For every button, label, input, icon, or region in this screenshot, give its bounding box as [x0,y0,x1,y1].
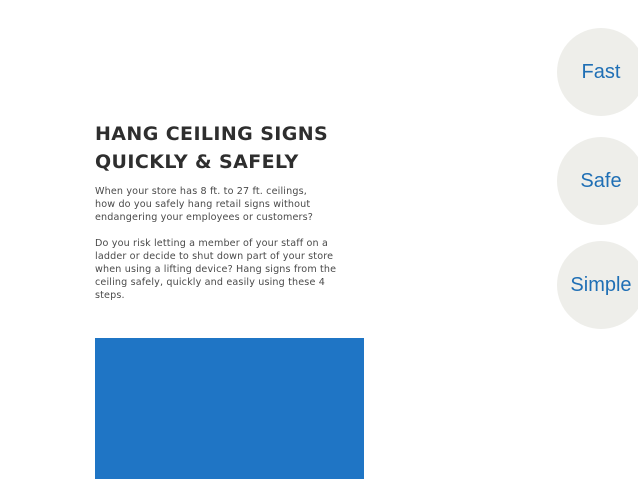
body-line: ladder or decide to shut down part of your store [95,251,334,263]
simple-label: Simple [570,273,632,296]
simple-circle [557,241,638,329]
fast-circle [557,28,638,116]
body-paragraph [95,237,370,302]
safe-circle [557,137,638,225]
body-line: ceiling safely, quickly and easily using these 4 [95,277,325,289]
body-line: when using a lifting device? Hang signs from the [95,264,337,276]
blue-image-panel [95,338,364,479]
body-line: steps. [95,290,125,302]
body-line: Do you risk letting a member of your staff on a [95,238,328,249]
intro-line: endangering your employees or customers? [95,212,314,224]
headline [95,120,415,176]
intro-line: When your store has 8 ft. to 27 ft. ceilings, [95,186,307,197]
safe-label: Safe [580,169,622,192]
intro-paragraph [95,185,370,224]
headline-line-1: HANG CEILING SIGNS [95,123,329,145]
fast-label: Fast [581,60,621,83]
intro-line: how do you safely hang retail signs without [95,199,311,211]
headline-line-2: QUICKLY & SAFELY [95,151,299,173]
